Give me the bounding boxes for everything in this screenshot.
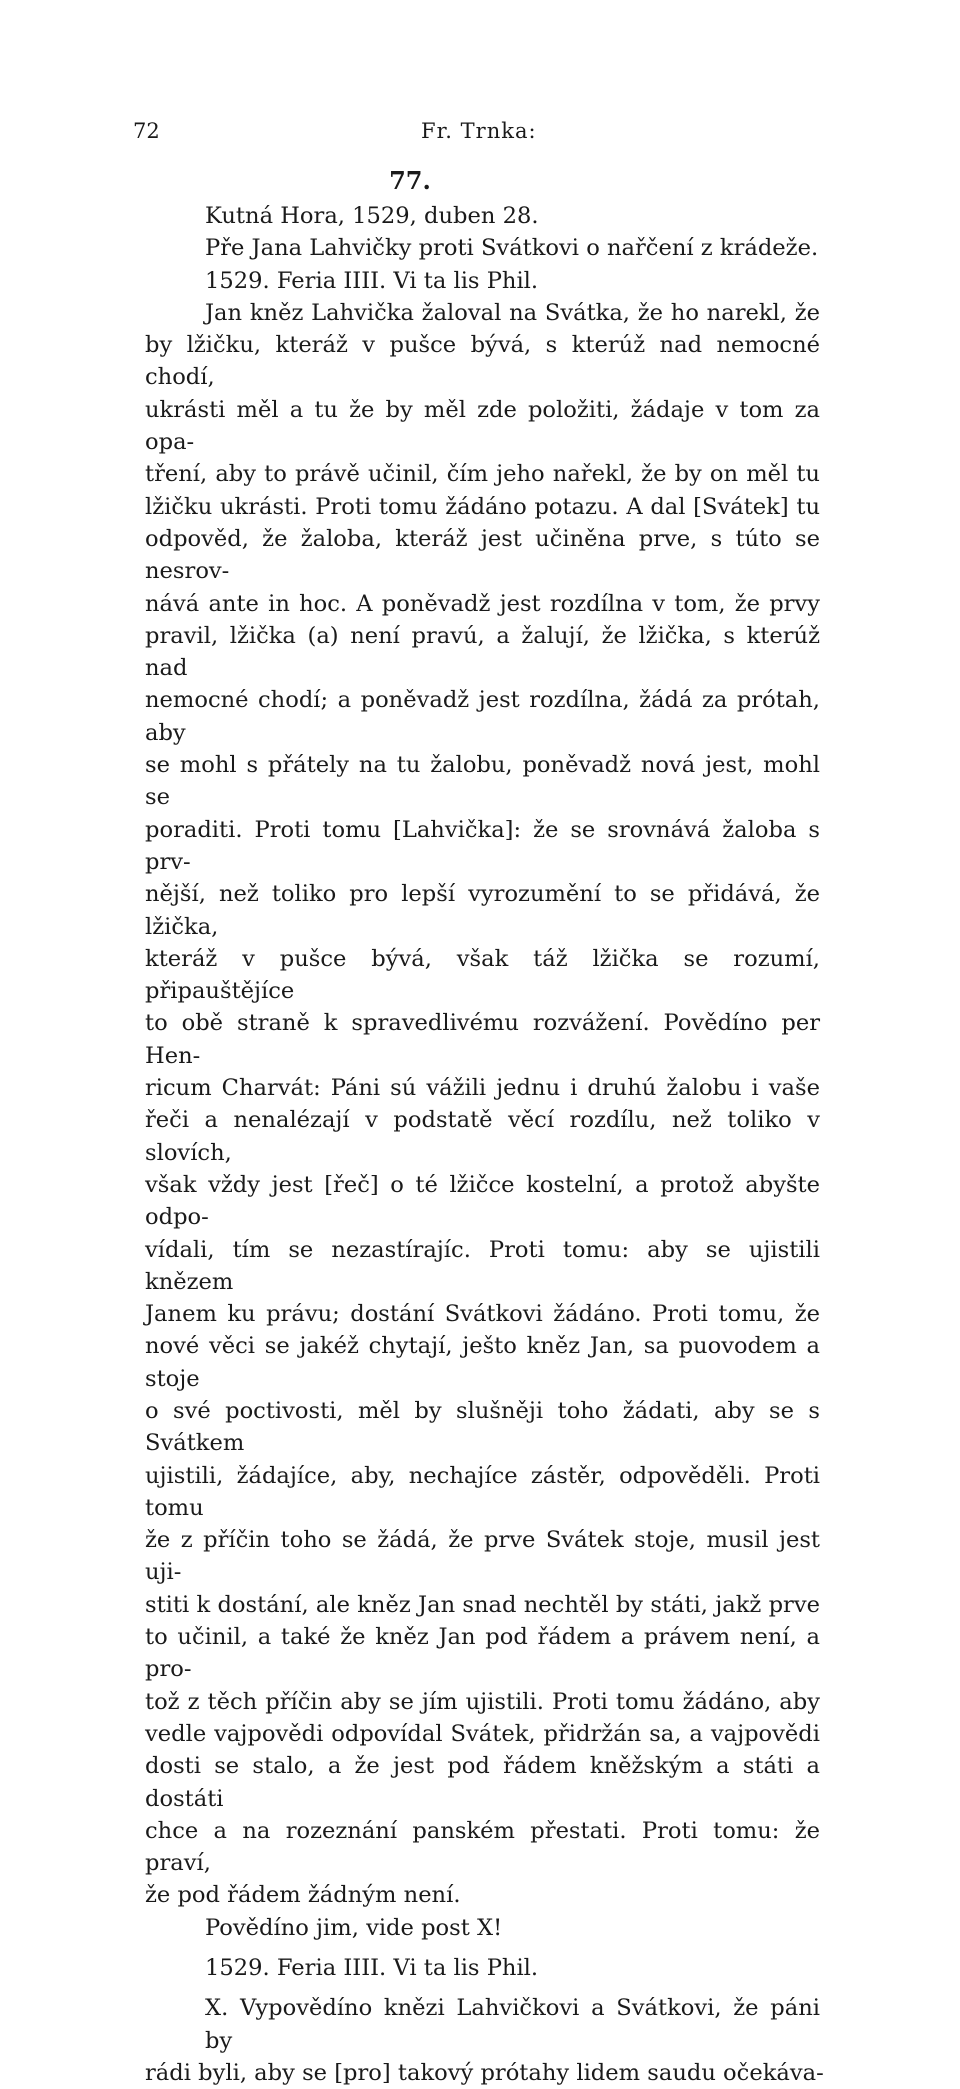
text-line: vedle vajpovědi odpovídal Svátek, přidržán sa, a vajpovědi (145, 1720, 820, 1747)
document-subject: Pře Jana Lahvičky proti Svátkovi o nařčení z krádeže. (205, 235, 819, 262)
document-dating: 1529. Feria IIII. Vi ta lis Phil. (205, 267, 539, 294)
text-line: však vždy jest [řeč] o té lžičce kostelní, a protož abyšte odpo- (145, 1171, 820, 1231)
text-line: nové věci se jakéž chytají, ješto kněz Jan, sa puovodem a stoje (145, 1333, 820, 1392)
text-line: pravil, lžička (a) není pravú, a žalují, že lžička, s kterúž nad (145, 622, 820, 682)
text-line: vídali, tím se nezastírajíc. Proti tomu: aby se ujistili knězem (145, 1236, 820, 1295)
section-x-paragraph (145, 1992, 824, 2089)
text-line: nější, než toliko pro lepší vyrozumění to se přidává, že lžička, (145, 881, 820, 940)
place-date: Kutná Hora, 1529, duben 28. (205, 203, 539, 229)
text-line: tření, aby to právě učinil, čím jeho nařekl, že by on měl tu (145, 461, 820, 488)
document-number: 77. (389, 166, 431, 195)
text-line: to učinil, a také že kněz Jan pod řádem a právem není, a pro- (145, 1624, 820, 1683)
text-line: chce a na rozeznání panském přestati. Proti tomu: že praví, (145, 1817, 820, 1877)
main-paragraph (145, 297, 820, 1912)
text-line: že pod řádem žádným není. (145, 1882, 461, 1909)
text-line: řeči a nenalézají v podstatě věcí rozdílu, než toliko v slovích, (145, 1107, 820, 1166)
text-line: poraditi. Proti tomu [Lahvička]: že se srovnává žaloba s prv- (145, 816, 820, 875)
text-line: lžičku ukrásti. Proti tomu žádáno potazu. A dal [Svátek] tu (145, 493, 820, 520)
text-line: se mohl s přátely na tu žalobu, poněvadž nová jest, mohl se (145, 752, 820, 811)
document-dating-second: 1529. Feria IIII. Vi ta lis Phil. (205, 1955, 539, 1982)
text-line: Jan kněz Lahvička žaloval na Svátka, že ho narekl, že (205, 299, 820, 326)
text-line: X. Vypovědíno knězi Lahvičkovi a Svátkovi, že páni by (205, 1995, 820, 2054)
text-line: nává ante in hoc. A poněvadž jest rozdílna v tom, že prvy (145, 590, 820, 617)
text-line: rádi byli, aby se [pro] takový prótahy lidem saudu očekáva- (145, 2059, 824, 2086)
running-head-author: Fr. Trnka: (421, 119, 537, 143)
text-line: tož z těch příčin aby se jím ujistili. Proti tomu žádáno, aby (145, 1688, 820, 1715)
text-line: to obě straně k spravedlivému rozvážení. Povědíno per Hen- (145, 1010, 820, 1069)
page-number: 72 (133, 119, 160, 143)
text-line: nemocné chodí; a poněvadž jest rozdílna, žádá za prótah, aby (145, 687, 820, 746)
text-line: ricum Charvát: Páni sú vážili jednu i druhú žalobu i vaše (145, 1075, 820, 1102)
text-line: ukrásti měl a tu že by měl zde položiti, žádaje v tom za opa- (145, 396, 820, 456)
text-line: by lžičku, kteráž v pušce bývá, s kterúž nad nemocné chodí, (145, 332, 820, 391)
text-line: odpověd, že žaloba, kteráž jest učiněna prve, s túto se nesrov- (145, 525, 820, 585)
verdict-line: Povědíno jim, vide post X! (205, 1914, 503, 1941)
text-line: o své poctivosti, měl by slušněji toho žádati, aby se s Svátkem (145, 1397, 820, 1457)
text-line: kteráž v pušce bývá, však táž lžička se rozumí, připauštějíce (145, 945, 820, 1005)
document-body (145, 200, 824, 2089)
text-line: dosti se stalo, a že jest pod řádem kněžským a státi a dostáti (145, 1753, 820, 1812)
text-line: Janem ku právu; dostání Svátkovi žádáno. Proti tomu, že (145, 1301, 820, 1328)
text-line: ujistili, žádajíce, aby, nechajíce zástěr, odpověděli. Proti tomu (145, 1462, 820, 1521)
text-line: že z příčin toho se žádá, že prve Svátek stoje, musil jest uji- (145, 1527, 820, 1586)
text-line: stiti k dostání, ale kněz Jan snad nechtěl by státi, jakž prve (145, 1591, 820, 1618)
